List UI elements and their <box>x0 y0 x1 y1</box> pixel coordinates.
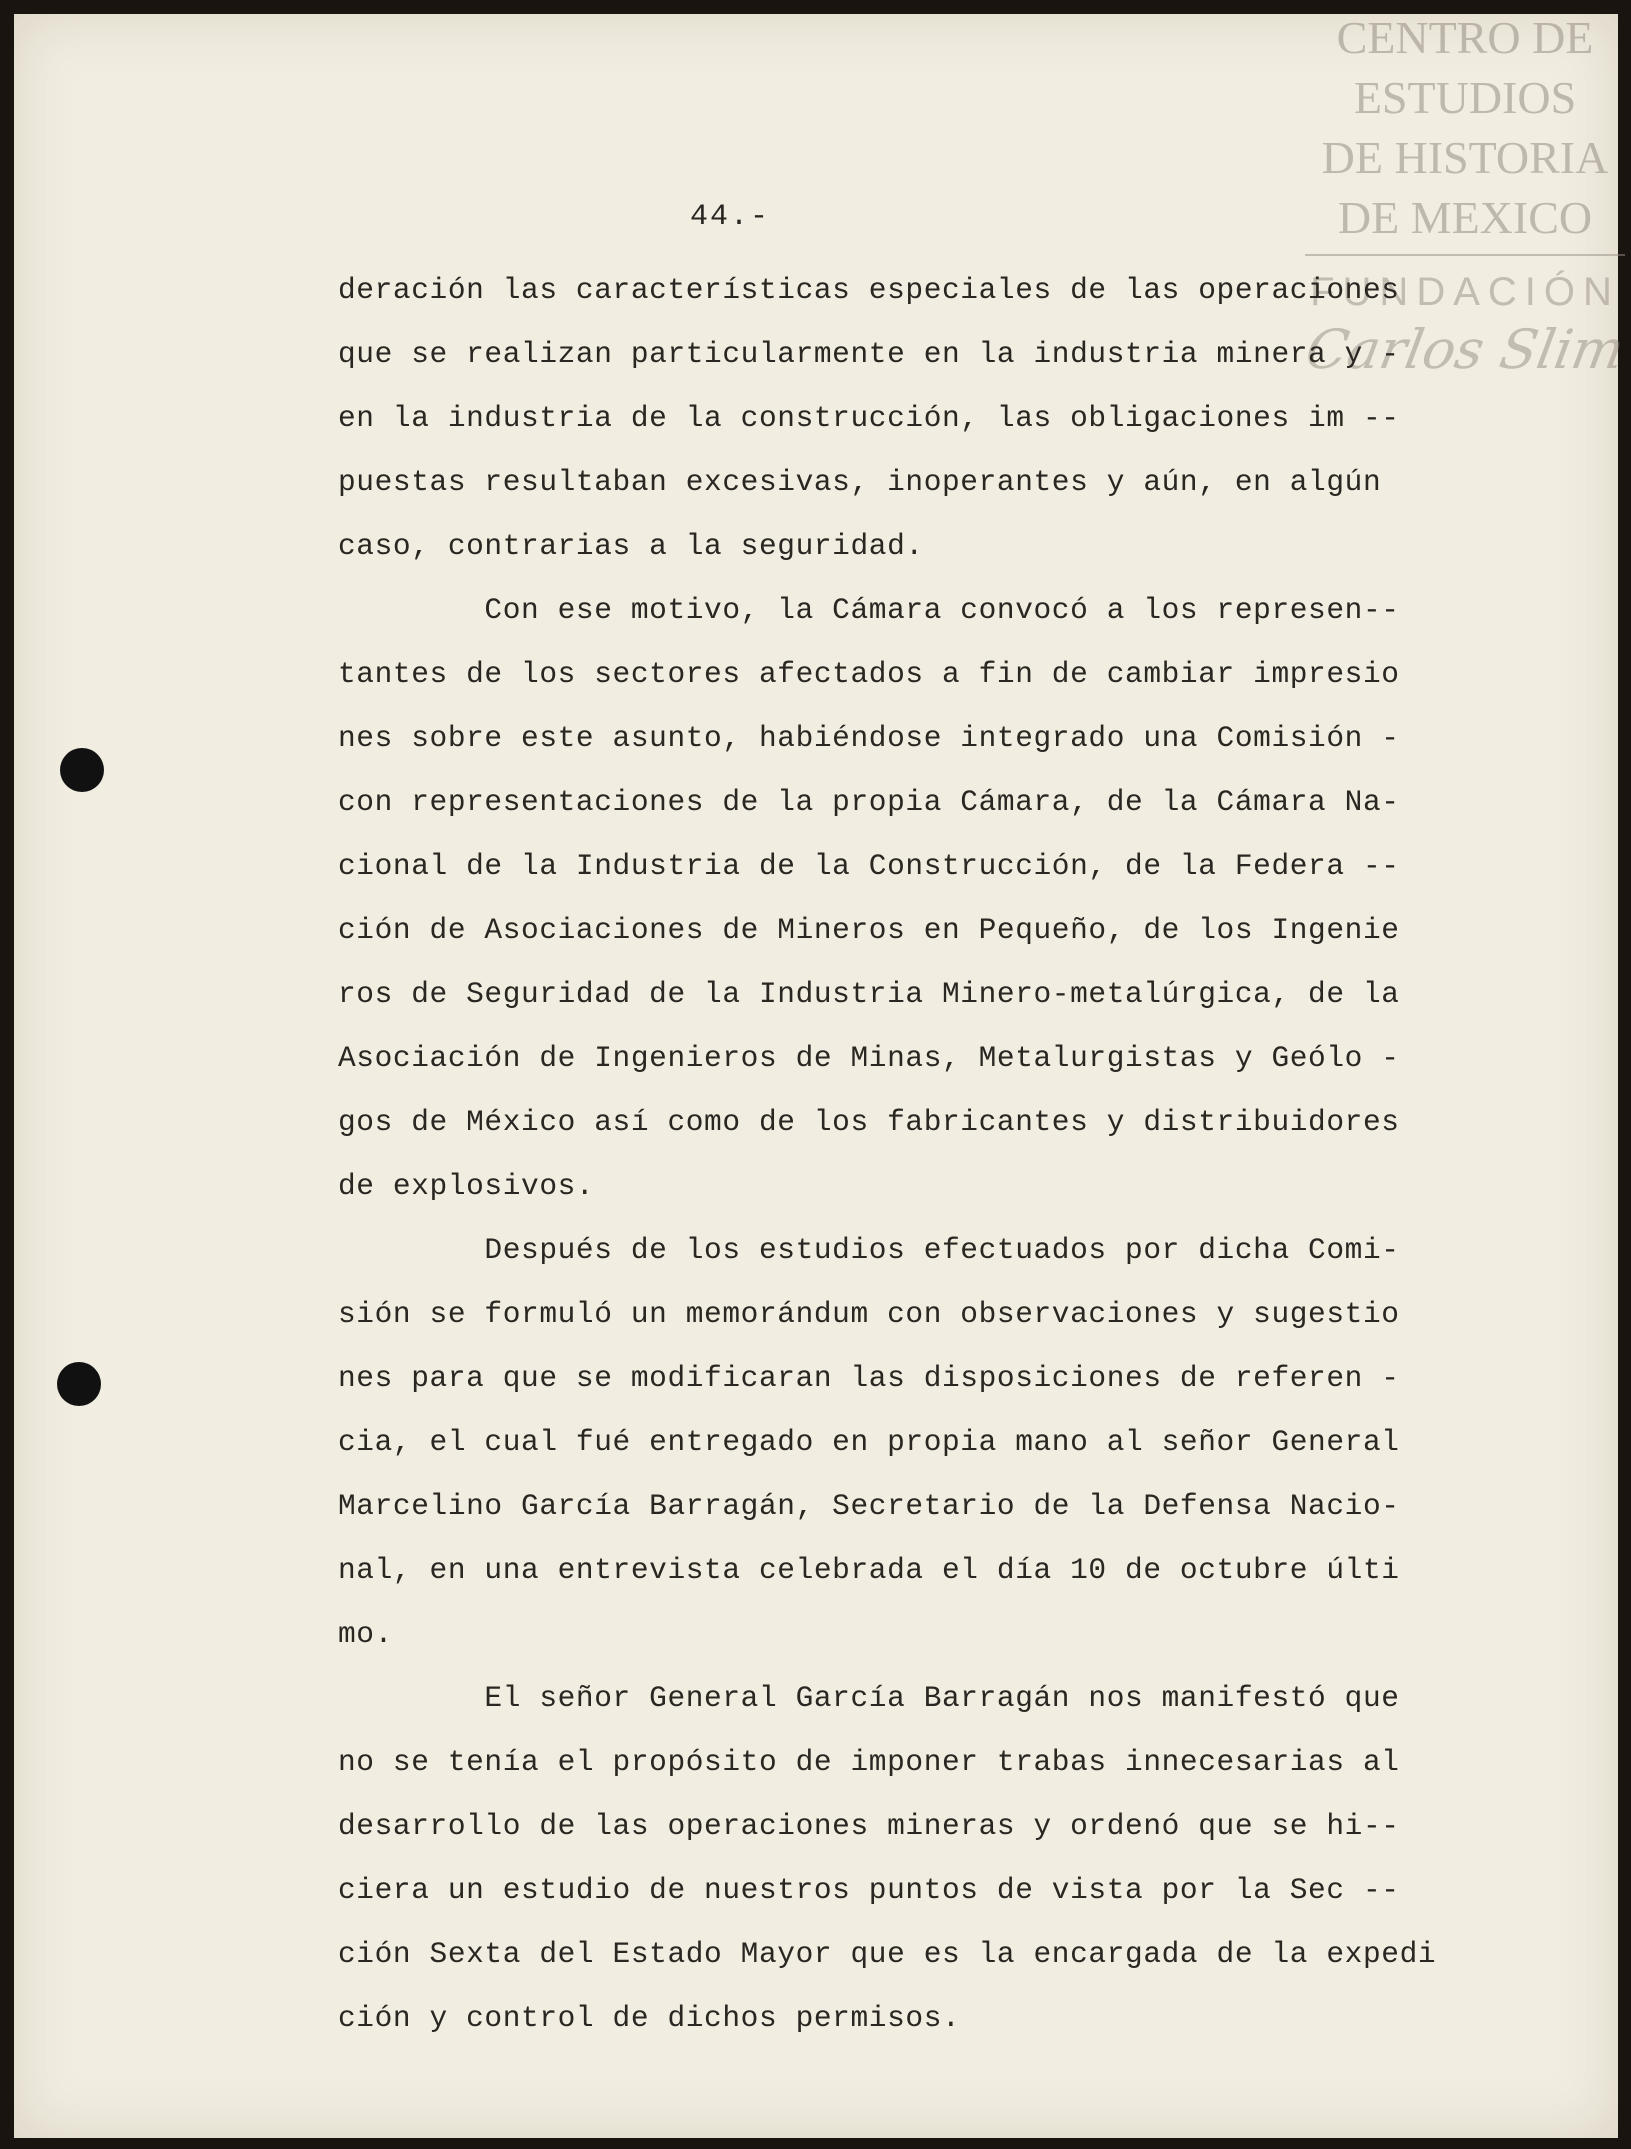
text-line: nes sobre este asunto, habiéndose integrado una Comisión - <box>338 721 1400 755</box>
text-line: no se tenía el propósito de imponer trabas innecesarias al <box>338 1745 1400 1779</box>
stamp-line: DE MEXICO <box>1337 192 1593 243</box>
text-line: mo. <box>338 1617 393 1651</box>
page-number: 44.- <box>690 200 771 234</box>
text-line: Después de los estudios efectuados por dicha Comi- <box>338 1233 1400 1267</box>
text-line: nal, en una entrevista celebrada el día 10 de octubre últi <box>338 1553 1400 1587</box>
stamp-line: ESTUDIOS <box>1353 72 1577 123</box>
text-line: sión se formuló un memorándum con observaciones y sugestio <box>338 1297 1400 1331</box>
text-line: Asociación de Ingenieros de Minas, Metalurgistas y Geólo - <box>338 1041 1400 1075</box>
text-line: caso, contrarias a la seguridad. <box>338 529 924 563</box>
text-line: deración las características especiales de las operaciones <box>338 273 1400 307</box>
text-line: nes para que se modificaran las disposiciones de referen - <box>338 1361 1400 1395</box>
text-line: ción y control de dichos permisos. <box>338 2001 961 2035</box>
text-line: Marcelino García Barragán, Secretario de la Defensa Nacio- <box>338 1489 1400 1523</box>
stamp-divider <box>1305 254 1625 256</box>
text-line: puestas resultaban excesivas, inoperantes y aún, en algún <box>338 465 1382 499</box>
stamp-foundation: FUNDACIÓN <box>1310 270 1620 314</box>
stamp-signature: Carlos Slim <box>1301 318 1630 381</box>
body-text <box>338 258 1468 2050</box>
text-line: El señor General García Barragán nos manifestó que <box>338 1681 1400 1715</box>
text-line: que se realizan particularmente en la industria minera y - <box>338 337 1400 371</box>
binder-hole <box>57 1362 101 1406</box>
text-line: ciera un estudio de nuestros puntos de vista por la Sec -- <box>338 1873 1400 1907</box>
text-line: cia, el cual fué entregado en propia mano al señor General <box>338 1425 1400 1459</box>
text-line: tantes de los sectores afectados a fin de cambiar impresio <box>338 657 1400 691</box>
text-line: de explosivos. <box>338 1169 595 1203</box>
text-line: en la industria de la construcción, las obligaciones im -- <box>338 401 1400 435</box>
stamp-line: DE HISTORIA <box>1321 132 1609 183</box>
text-line: Con ese motivo, la Cámara convocó a los represen-- <box>338 593 1400 627</box>
text-line: gos de México así como de los fabricantes y distribuidores <box>338 1105 1400 1139</box>
stamp-line: CENTRO DE <box>1336 12 1594 63</box>
text-line: con representaciones de la propia Cámara, de la Cámara Na- <box>338 785 1400 819</box>
text-line: cional de la Industria de la Construcción, de la Federa -- <box>338 849 1400 883</box>
text-line: ros de Seguridad de la Industria Minero-metalúrgica, de la <box>338 977 1400 1011</box>
text-line: desarrollo de las operaciones mineras y ordenó que se hi-- <box>338 1809 1400 1843</box>
text-line: ción Sexta del Estado Mayor que es la encargada de la expedi <box>338 1937 1437 1971</box>
binder-hole <box>60 748 104 792</box>
text-line: ción de Asociaciones de Mineros en Pequeño, de los Ingenie <box>338 913 1400 947</box>
